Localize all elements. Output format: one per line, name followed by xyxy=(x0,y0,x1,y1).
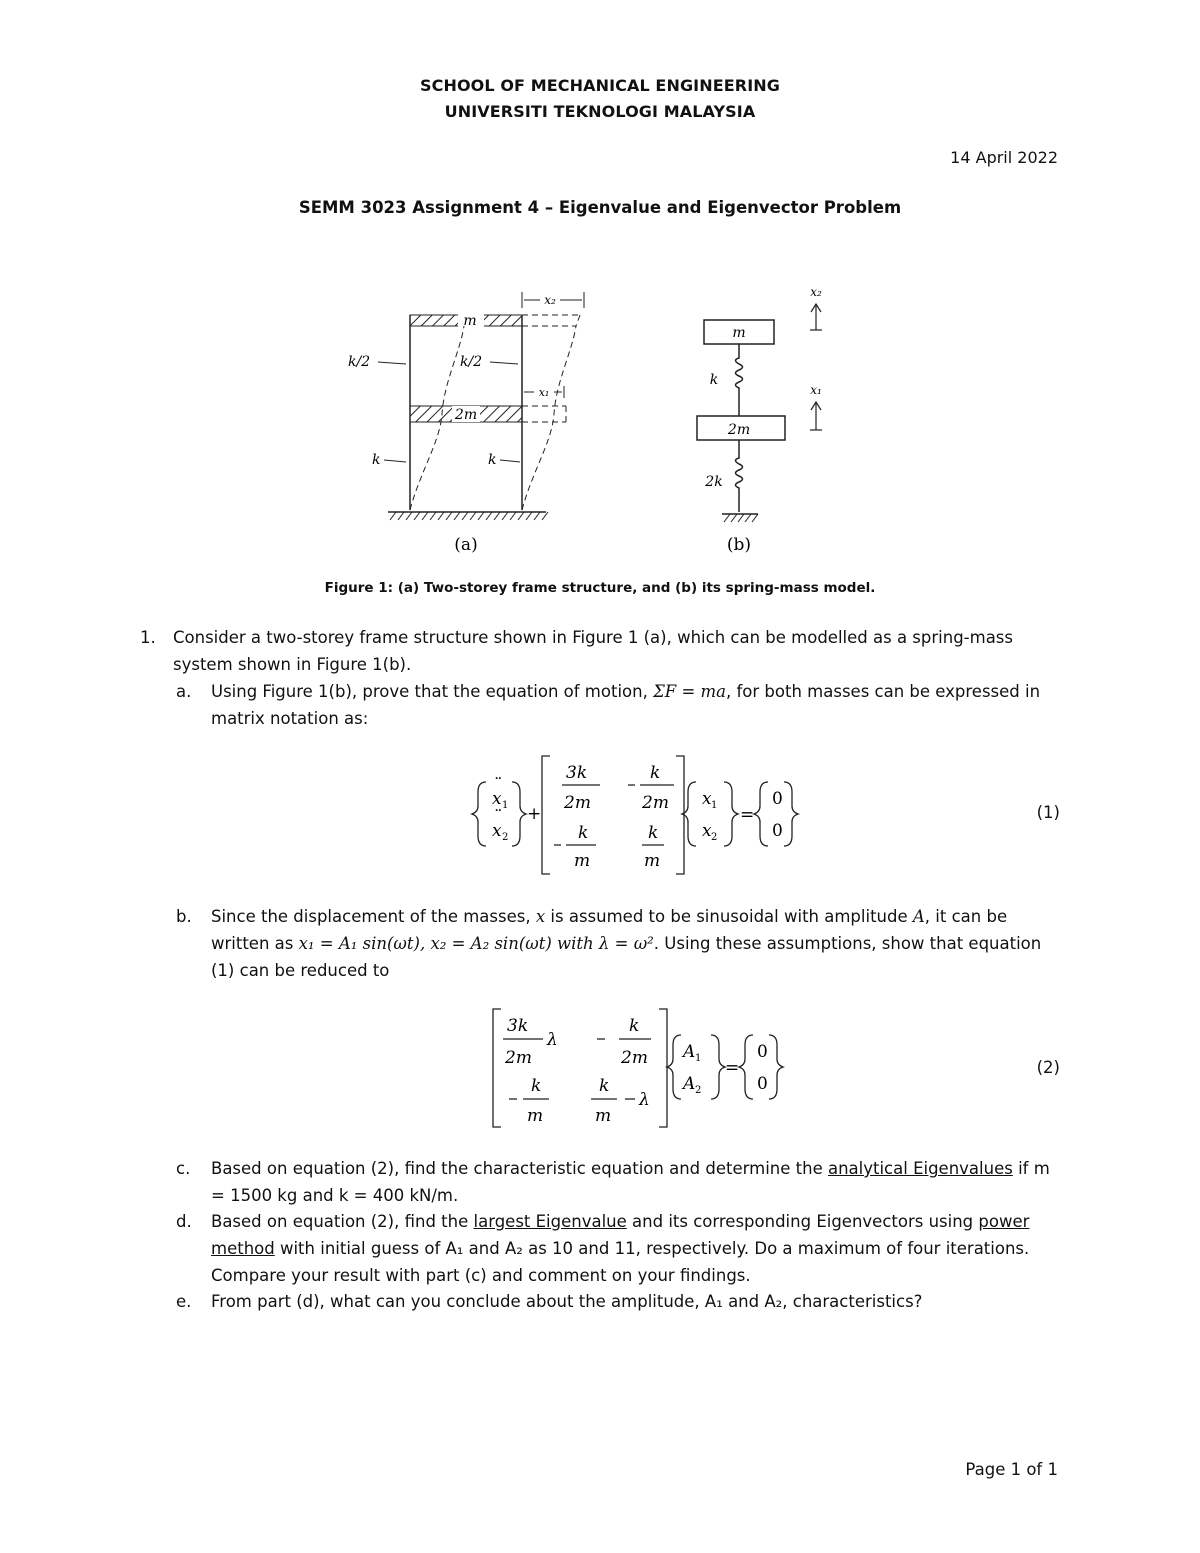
svg-text:0: 0 xyxy=(772,821,783,841)
part-b xyxy=(176,903,1066,987)
document-date: 14 April 2022 xyxy=(950,148,1058,167)
svg-text:λ: λ xyxy=(639,1090,650,1110)
svg-text:2: 2 xyxy=(695,1085,702,1096)
svg-text:2m: 2m xyxy=(564,793,591,813)
svg-text:λ: λ xyxy=(547,1030,558,1050)
part-d-text-1: Based on equation (2), find the xyxy=(211,1212,474,1231)
figure-b-label: (b) xyxy=(726,535,752,555)
part-a-equation: ΣF = ma xyxy=(653,682,726,701)
part-b-text-3: , it can be written as xyxy=(211,907,1008,953)
part-d xyxy=(176,1208,1066,1292)
svg-text:¨: ¨ xyxy=(494,775,503,795)
spring-k-label: k xyxy=(709,372,719,388)
svg-text:k: k xyxy=(650,763,661,783)
svg-text:0: 0 xyxy=(757,1042,768,1062)
equation-2-number: (2) xyxy=(1036,1058,1060,1077)
svg-text:k: k xyxy=(531,1076,542,1096)
mass-m-label: m xyxy=(732,325,746,341)
left-lower-stiffness: k xyxy=(372,452,381,468)
part-d-underlined-1: largest Eigenvalue xyxy=(473,1212,627,1231)
svg-text:A: A xyxy=(683,1074,696,1094)
part-b-text xyxy=(211,903,1066,984)
brace-right-1 xyxy=(512,782,526,846)
svg-text:1: 1 xyxy=(711,800,718,811)
part-b-label: b. xyxy=(176,907,192,926)
ground-hatch-b xyxy=(724,514,758,522)
part-c-text-2: if xyxy=(1012,1159,1034,1178)
figure-1 xyxy=(340,282,840,567)
svg-text:m: m xyxy=(574,851,591,871)
equation-2 xyxy=(485,1005,785,1133)
svg-text:x: x xyxy=(492,789,502,809)
spring-2k-label: 2k xyxy=(705,474,723,490)
part-e xyxy=(176,1288,1066,1316)
part-d-text-3: with initial guess of A₁ and A₂ as 10 and 11, respectively. Do a maximum of four iterations. Compare your result with part (c) and comment on your findings. xyxy=(211,1239,1030,1285)
part-a-text xyxy=(211,678,1066,732)
part-c xyxy=(176,1155,1066,1211)
assignment-title: SEMM 3023 Assignment 4 – Eigenvalue and Eigenvector Problem xyxy=(298,198,902,217)
bracket-left-2 xyxy=(493,1009,501,1127)
svg-text:=: = xyxy=(725,1058,740,1078)
part-b-equation: x₁ = A₁ sin(ωt), x₂ = A₂ sin(ωt) with λ = ω² xyxy=(298,934,654,953)
frame-x2-label: x₂ xyxy=(544,293,556,307)
svg-text:A: A xyxy=(683,1042,696,1062)
part-c-text xyxy=(211,1155,1066,1209)
top-mass-label: m xyxy=(463,313,477,329)
svg-text:2: 2 xyxy=(502,832,509,843)
part-b-text-1: Since the displacement of the masses, xyxy=(211,907,536,926)
part-c-values: m = 1500 kg and k = 400 kN/m. xyxy=(211,1159,1050,1205)
svg-text:=: = xyxy=(740,805,755,825)
part-c-text-1: Based on equation (2), find the characteristic equation and determine the xyxy=(211,1159,828,1178)
spring-x2-label: x₂ xyxy=(810,285,822,299)
svg-text:x: x xyxy=(492,821,502,841)
svg-text:k: k xyxy=(578,823,589,843)
svg-text:3k: 3k xyxy=(507,1016,529,1036)
svg-text:m: m xyxy=(595,1106,612,1126)
equation-1 xyxy=(470,752,810,880)
svg-text:x: x xyxy=(702,821,712,841)
part-b-text-4: . Using these assumptions, show that equation (1) can be reduced to xyxy=(211,934,1042,980)
figure-a-label: (a) xyxy=(454,535,478,555)
displacement-markers-a xyxy=(522,292,584,398)
part-a-label: a. xyxy=(176,682,192,701)
left-upper-stiffness: k/2 xyxy=(348,354,371,370)
svg-text:k: k xyxy=(629,1016,640,1036)
part-a xyxy=(176,678,1066,738)
right-lower-stiffness: k xyxy=(488,452,497,468)
svg-text:3k: 3k xyxy=(566,763,588,783)
part-d-text xyxy=(211,1208,1066,1289)
part-c-label: c. xyxy=(176,1159,191,1178)
svg-text:k: k xyxy=(599,1076,610,1096)
page-number: Page 1 of 1 xyxy=(965,1460,1058,1479)
part-b-x: x xyxy=(535,907,546,926)
part-d-text-2: and its corresponding Eigenvectors using xyxy=(626,1212,979,1231)
svg-text:1: 1 xyxy=(695,1053,702,1064)
spring-k xyxy=(736,344,743,416)
part-a-text-1: Using Figure 1(b), prove that the equation of motion, xyxy=(211,682,654,701)
svg-text:+: + xyxy=(527,804,542,824)
equation-1-number: (1) xyxy=(1036,803,1060,822)
part-b-A: A xyxy=(912,907,925,926)
part-c-underlined: analytical Eigenvalues xyxy=(827,1159,1013,1178)
svg-text:0: 0 xyxy=(757,1074,768,1094)
svg-text:x: x xyxy=(702,789,712,809)
mass-2m-label: 2m xyxy=(727,422,751,438)
svg-text:2: 2 xyxy=(711,832,718,843)
svg-text:1: 1 xyxy=(502,800,509,811)
frame-x1-label: x₁ xyxy=(538,386,550,399)
part-d-label: d. xyxy=(176,1212,192,1231)
question-number: 1. xyxy=(140,628,156,647)
part-b-text-2: is assumed to be sinusoidal with amplitude xyxy=(545,907,913,926)
brace-left-1 xyxy=(472,782,486,846)
svg-text:2m: 2m xyxy=(505,1048,532,1068)
school-name: SCHOOL OF MECHANICAL ENGINEERING xyxy=(420,76,780,95)
right-upper-stiffness: k/2 xyxy=(460,354,483,370)
svg-text:m: m xyxy=(527,1106,544,1126)
part-e-label: e. xyxy=(176,1292,192,1311)
part-e-text: From part (d), what can you conclude about the amplitude, A₁ and A₂, characteristics? xyxy=(211,1292,923,1311)
svg-text:¨: ¨ xyxy=(494,807,503,827)
middle-mass-label: 2m xyxy=(454,407,478,423)
bracket-right-2 xyxy=(659,1009,667,1127)
part-a-text-2: , for both masses can be expressed in matrix notation as: xyxy=(211,682,1041,728)
svg-text:m: m xyxy=(644,851,661,871)
spring-x1-label: x₁ xyxy=(810,383,822,397)
svg-text:2m: 2m xyxy=(642,793,669,813)
university-name: UNIVERSITI TEKNOLOGI MALAYSIA xyxy=(444,102,756,121)
question-1 xyxy=(140,624,1070,684)
figure-caption: Figure 1: (a) Two-storey frame structure, and (b) its spring-mass model. xyxy=(324,580,876,596)
part-d-underlined-2: power method xyxy=(211,1212,1030,1258)
svg-text:k: k xyxy=(648,823,659,843)
svg-text:2m: 2m xyxy=(621,1048,648,1068)
bracket-left-1 xyxy=(542,756,550,874)
question-text: Consider a two-storey frame structure shown in Figure 1 (a), which can be modelled as a spring-mass system shown in Figure 1(b). xyxy=(173,628,1014,674)
ground-hatch-a xyxy=(390,512,548,520)
spring-mass-model-b xyxy=(697,285,822,555)
svg-text:0: 0 xyxy=(772,789,783,809)
spring-2k xyxy=(736,440,743,512)
frame-structure-a xyxy=(348,292,584,555)
